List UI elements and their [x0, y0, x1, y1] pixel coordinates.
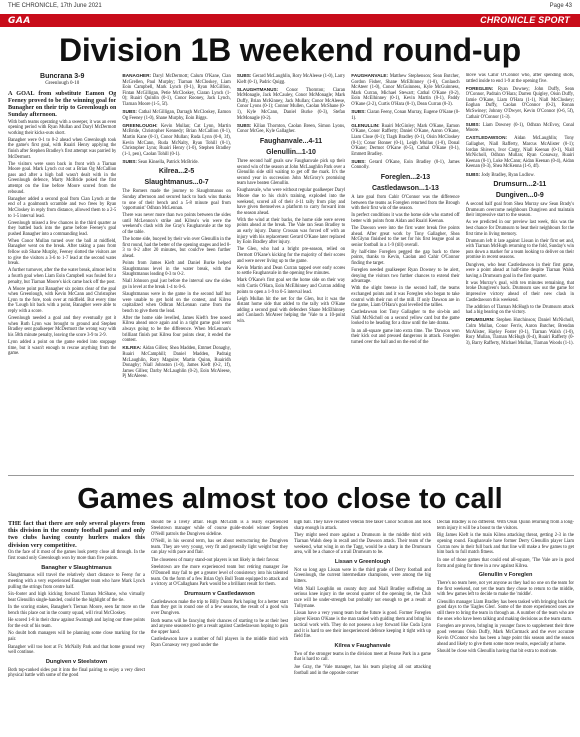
- paragraph: Greenlough missed a few chances in the third quarter as they battled back into the game before Feeney's goal pushed Banagher into a commanding lead.: [8, 220, 117, 237]
- page-headline: Division 1B weekend round-up: [58, 32, 521, 68]
- paragraph: Should be close with Glenullin having that bit extra to motivate.: [437, 649, 558, 655]
- page-number: Page 43: [549, 3, 572, 9]
- paragraph: Lissan have a very young team but the future is good. Former Foreglen player Kieran O'Kane is the man tasked with guiding them and bring his tactical work with. They do not possess a key forward like Cuda Lynn and it is hard to see their inexperienced defence keeping it tight with up field fire.: [294, 611, 431, 640]
- paragraph: A further turnover, after the the water break, almost led to a fourth goal when Liam Eoin Campbell was fouled for a penalty, but Tiarnan Moore's kick came back off the post.: [8, 268, 117, 285]
- team-subs: SUBS: Gerard McLaughlin, Rory McAleese (1-0), Larry Kieft (0-1), Padric Quigg.: [236, 73, 346, 85]
- paragraph: By half-time Foreglen pegged the gap back to three points, thanks to Kevin, Caolan and Cahir O'Connor finding the target.: [351, 249, 460, 267]
- paragraph: The addition of Tiarnan McHugh to the Drumsurn attack had a big bearing on the victory.: [465, 304, 575, 316]
- section-divider: [8, 475, 574, 476]
- score-title: Faughanvale...4-11: [259, 137, 323, 145]
- gaa-logo: GAA: [8, 16, 31, 26]
- paragraph: There was never more than two points between the sides until McLennon's strike and Kilrea's win were the weekend's clash with Joe Gray's Faughanvale at the top of the table.: [122, 213, 231, 236]
- column-1: [8, 73, 116, 472]
- column-2: [122, 73, 230, 472]
- paragraph: Declan Bradley is no different. With Oisin Quinn returning from a long-term injury it will be a boost to the visitors.: [437, 520, 574, 531]
- paragraph: He scored 1-8 in their draw against Swatragh and laying our three points for the exit of his team.: [8, 618, 145, 630]
- team-subs: SUBS: Ciaran Feeny, Conan Murray, Eugene O'Kane (0-1).: [351, 109, 460, 121]
- fixture-heading: Kilrea v Faughanvale: [334, 643, 391, 650]
- score-subtitle: Dungiven...0-9: [495, 192, 544, 200]
- column-4: [351, 73, 459, 472]
- paragraph: Leigh Mullan hit the net for the Glen, but it was the distant home side that added to the tally with O'Kane adding a second goal with defenders Shane McElhinney and Conlaoch McAteer helping the 'Vale to a 10-point win.: [236, 296, 346, 324]
- score-subtitle: Glenullin...1-10: [266, 148, 316, 156]
- paragraph: It was Murray's goal, with ten minutes remaining, that broke Dungiven's back. Drumsurn saw out the game for impressive victory ahead of their new clash in Castledawson this weekend.: [465, 280, 575, 303]
- paragraph: Steelstown are the more experienced team but retiring manager Joe O'Donnell may fail to get a greater level of consistency into his talented team. On the form of a few Brian Og's Bull Team equipped to attack and a victory at O'Callaghans Park would be a brilliant result for them.: [151, 565, 288, 588]
- preview-column-2: [151, 520, 288, 732]
- score-subtitle: Slaughtmanus...0-7: [144, 179, 209, 187]
- roundup-columns: [8, 73, 574, 472]
- paragraph: No doubt both managers will be planning some close marking for the pair.: [8, 631, 145, 643]
- paragraph: Not so long ago Lissan were in the third grade of Derry football and Greenlough, the current intermediate champions, were among the big hitters.: [294, 567, 431, 585]
- paragraph: The Dawson were into the first water break five points ahead. After great work by Tony Gallagher, Shea McGlynn finished to the net for his first league goal as senior football in a 1-9 (till) overall.: [351, 225, 460, 248]
- paragraph: Castledawson make the trip to Billy Duntn Park hoping for a better start than they got in round one of a few seasons, the result of a good win over Dungiven.: [151, 599, 288, 617]
- score-title: Kilrea...2-5: [158, 168, 195, 176]
- fixture-heading: Lissan v Greenlough: [334, 559, 391, 566]
- team-list: FOREGLEN: Ryan Downey; John Duffy, Sean O'Connor, Padrain O'Hara; Darren Quigley, Oisin Duffy, Jamie O'Kane, Liam O'Hara (1-1), Niall McCloskey; Eoghan Duffy, Caolan O'Connor (0-2), Ronan McSwiney; Johnny O'Dwyer, Kevin O'Connor (0-6, 5f), Cathair O'Connor (1-3).: [465, 85, 575, 120]
- score-title: Foreglen...2-13: [380, 174, 431, 181]
- score-subtitle: Greenlough 0-10: [45, 81, 80, 86]
- paragraph: Three second half goals saw Faughanvale pick up their second win of the season at John McLaughlin Park over a Glenullin side still waiting to get off the mark. It's the second year in succession John McGrory's promising team have beaten Glenullin.: [236, 158, 346, 187]
- paragraph: Slaughtmanus were in the game in the second half but were unable to get hold on the contest, and Kilrea capitalized when Odhran McLennan came from the bench to give them the lead.: [122, 292, 231, 314]
- paragraph: In an all-square game into extra time. The 'Dawson won their kick out and pressed dangerous in attack. Foreglen turned over the ball and on the end of the: [351, 328, 460, 345]
- paragraph: They might need more against a Drumsurn in the middle third with Tiarnan Walsh deep in recall and the Dawson attack. Their team of the weekend, what wing in on the Tagg, would be a sharp in the Drumsurn area, will be a chance of a trail Drumsurn to be.: [294, 533, 431, 556]
- team-subs: SUBS: Sean Kinsella, Patrick McBride.: [122, 158, 199, 165]
- paragraph: The closeness of many stand-out players is not likely in their favour.: [151, 557, 280, 563]
- paragraph: Two of the stronger teams in the division meet at Pearse Park in a game that is hard to call.: [294, 651, 431, 663]
- paragraph: Faughanvale, who were without regular goalkeeper Daryl Moore due to his club's training, exploded into the weekend, scored all of their 4-11 tally from play and have given themselves a platform to carry forward into the season ahead.: [236, 188, 346, 216]
- paragraph: A Moore point put Banagher six points clear of the goal when Greenlough, with Kevin McCann and Christopher Lynn to the fore, took over at midfield. But every time the 'Lough hit back with a point, Banagher were able to reply with a score.: [8, 286, 117, 314]
- paragraph: Glenullin manager Liam Bradley has been tasked with bringing back the good days to the 'Eagles Glen'. Some of the more experienced ones are still there to bring the team in through an. A number of the team who are the ones who have been talking and making decisions as the team starts.: [437, 599, 574, 623]
- paragraph: high ball. They have recalled veteran free taker Conor Scullion and look sharp enough in attack.: [294, 520, 431, 531]
- paragraph: Banagher added a second goal from Cian Lynch at the end of a goalmouth scramble and two frees by Ryan McCloskey in reply from distance, allowed them to a 2-5 to 1-5 interval lead.: [8, 196, 117, 219]
- paragraph: A second half goal from Shea Murray saw Sean Brady's Drumsurn overcome neighbours Dungiven and maintain their impressive start to the season.: [465, 202, 575, 219]
- paragraph: Dungiven, who beat Castledawson in their first game, were a point ahead at half-time despite Tiarnan Walsh having a Drumsurn goal in the first quarter.: [465, 262, 575, 279]
- preview-columns: [8, 520, 574, 732]
- paragraph: Kevin Martin and Dean Curran tapped over early scores to settle Faughanvale in the opening few minutes.: [236, 265, 346, 277]
- paragraph: Greenlough needed a goal and they eventually got it when Ruth Lynn was brought to ground and Stephen Bradley sent goalkeeper McDermott the wrong way with his 58th minute penalty, leaving the score 3-9 to 2-9.: [8, 316, 117, 338]
- score-title: Drumsurn...2-11: [493, 181, 547, 189]
- team-subs: SUBS: Cathal McGilligan, Darragh McCloskey, Eamon Og Feeney (1-0), Shane Murphy, Eoin Biggs.: [122, 109, 231, 121]
- paragraph: Six-footer and high kicking forward Tiarnan McShane, who virtually beat Glenullin single-handed, could be the highlight of the tie.: [8, 592, 145, 603]
- paragraph: In the scoring stakes, Banagher's Tiernan Moore, seen far more on the bench this place out in the county squad, will rival McCloskey.: [8, 605, 145, 617]
- paragraph: There's no team here, not yet anyone as they had no one on the team for the first weekend, not yet the team they chose to return to the middle, with few games left to decide to make the 'middle'.: [437, 580, 574, 598]
- paragraph: With the slight breeze in the second half, the teams exchanged points and it was Foreglen who began to take control with their run of the mill. If only Dawson are in the game, Liam O'Hara's goal levelled the tallies.: [351, 286, 460, 309]
- paragraph: Slaughtmanus will travel the relatively short distance to Feeny for a meeting with a very experienced Banagher team who have Mark Lynch pulling the strings from centre half.: [8, 573, 145, 590]
- paragraph: Foreglen are proven, bringing in younger faces to supplement their three good veterans Oisin Duffy, Mark McCormack and the ever accurate Kevin O'Connor who has been a huge point this season and the season ahead and likely to give them some more results, especially at home.: [437, 624, 574, 647]
- paragraph: The home side, buoyed by their win over Glenullin in the first round, had the better of the opening stages and led 0-3 to 0-2 after 20 minutes, but could've been further ahead.: [122, 237, 231, 259]
- paragraph: move was Cahir O'Connor who, after spending shots, rattled inside to end 1-9 at the opening five.: [465, 73, 575, 84]
- team-list: BANAGHER: Daryl McDermott; Calum O'Kane, Cian McGrellen, Paul Murphy; Tiarnan McCloskey, Liam Eoin Campbell, Mark Lynch (0-1), Ryan McGillion, Fintan McGilligan, Petie McCloskey, Ciaran Lynch (1-0); Ruairi Quinlin (0-1), Conor Rooney, Jack Lynch, Tiarnan Moore (1-5, 5f).: [122, 73, 231, 107]
- score-subtitle: Castledawson...1-13: [371, 185, 439, 192]
- page-header-line: [0, 0, 580, 12]
- team-subs: SUBS: Gerard O'Kane, Eoin Bradley (0-1), James Connolly.: [351, 158, 460, 171]
- paragraph: Both top-ranked sides put it into the final pairing to enjoy a very direct physical battle with some of the good: [8, 667, 145, 679]
- paper-date: THE CHRONICLE, 17th June 2021: [8, 3, 102, 9]
- paragraph: Lynn added a point on the game ended into stoppage time, but it wasn't enough to rescue anything from the game.: [8, 339, 117, 357]
- preview-headline: Games almost too close to call: [77, 483, 503, 515]
- paragraph: As we predicted in our preview last week, this was the best chance for Drumsurn to beat their neighbours for the first time in living memory.: [465, 220, 575, 237]
- paragraph: Drumsurn left it late against Lissan in their first set and, with Tiarnan McHugh returning to the fold, Sunday's win puts down a marker for a team looking to deliver on their promise in recent seasons.: [465, 238, 575, 261]
- preview-column-4: [437, 520, 574, 732]
- paragraph: In one of those games that could end all-square, 'The Vale are in good form and going for three in a row against Kilrea.: [437, 557, 574, 569]
- column-5: [466, 73, 574, 472]
- team-list: GLENULLIN: Ruairi McGinley; Mark O'Kane, Eamon O'Kane, Conor Rafferty; Daniel O'Kane, Aaron O'Kane, Liam Close (0-1); Tiagh Bradley (0-1), Oisin McCloskey (0-1); Conor Bonner (0-1), Leigh Mullan (1-0), Donal O'Kane; Dermot O'Kane (0-5), Cathal O'Kane (0-1), Emmett Bradley.: [351, 122, 460, 157]
- fixture-heading: Drumsurn v Castledawson: [184, 591, 255, 598]
- team-subs: SUBS: Kilian Thornton, Caolan Breen, Simon Lyons, Conor McGee, Kyle Gallagher.: [236, 122, 346, 135]
- paragraph: Banagher will too host at Fr. McNally Park and that home ground very well continue.: [8, 644, 145, 656]
- paragraph: The Romers made the journey to Slaughtmanus on Sunday afternoon and secured back to back wins thanks to one of their bench and a 5-8 minute goal from 'opportunist' Odhran McLennan.: [122, 189, 231, 212]
- team-list: CASTLEDAWSON: Aidan McLaughlin; Tony Gallagher, Niall Rafferty, Marcus McAlister (0-1); Jordan Shivers, Ivor Cargy, Niall Keenan (0-1), Niall McNicholl, Odhran Mullan; Ryan Conaway, Ruairi Keenan (0-1), Luke McCann; Aidan Keenan (0-4), Aidan Keenan (0-3), Shea McKenna (1-6, 4f).: [465, 135, 575, 170]
- paragraph: After the home side levelled, James Kieft's free nosed Kilrea ahead once again and in a tight game goal went always going to be the difference. When McLennan's brilliant finish put Kilrea four points clear, it ended the contest.: [122, 315, 231, 344]
- team-subs: SUBS: Jody Bradley, Ryan Ludlow.: [465, 171, 535, 178]
- paragraph: On the face of it most of the games look pretty close all through. In the first round only Greenlough won by more than five points.: [8, 550, 145, 562]
- team-list: FAUGHANVALE: Matthew Stephenson; Sean Butcher, Gordon Fisher, Shane McElhinney (1-0), Conlaoch McAteer (1-0), Conor McGuinness, Kyle McGuinness, Mark Curran, Michael Stewart; Cathal O'Kane (0-2), Eoin McElhinney (0-1), Kevin Martin (0-1), Paddy O'Kane (2-2), Curtis O'Hara (0-1), Dean Curran (0-3).: [351, 73, 460, 107]
- paragraph: O'Neill, in his second term, has set about restructuring the Dungiven team. They are very young, very fit and generally light weight but they can play with pace and flair.: [151, 538, 288, 556]
- lead-paragraph: A GOAL from substitute Eamon Og Feeney proved to be the winning goal for Bunagher on their trip to Greenlough on Sunday afternoon.: [8, 90, 117, 118]
- fixture-heading: Glenullin v Foreglen: [478, 572, 533, 579]
- paragraph: Mark O'Kane's first goal set the home side on their way with Curtis O'Hara, Eoin McElhinney and Curran adding points to open a 1-9 to 0-5 interval lead.: [236, 278, 346, 295]
- team-subs: SUBS: Liam Downey (0-1), Odhran McEvoy, Conal Moore.: [465, 121, 575, 134]
- paragraph: With Niall Loughlin on county duty and Niall Bradley suffering an serious knee injury in the second quarter of the opening tie, the Club race will be under-strength but probably not enough to get a result at Tullymane.: [294, 586, 431, 609]
- paragraph: Joe Gray, the 'Vale manager, has his team playing all out attacking football and in the opposite corner: [294, 664, 431, 676]
- paragraph: Castledawson lost Tony Gallagher to the sin-bin and Niall McNicholl on a second yellow card but the game looked to be heading for a draw until the late drama.: [351, 310, 460, 327]
- preview-column-1: [8, 520, 145, 732]
- fixture-heading: Dungiven v Steelstown: [45, 659, 108, 666]
- team-list: KILREA: Aidan Gillen; Shea Madden, Emmet Donaghy, Ruairi McCamphill; Daniel Madden, Padraig McLaughlin, Rory Maguire; Martin Quinn, Ruairidh Donaghy; Niall Johnston (1-0), James Kieft (0-2, 1f), James Gillen; Darby McLaughlin (0-2), Eoin McAleese, Pj McAleese.: [122, 345, 231, 380]
- team-list: SLAUGHTMANUS: Conor Thornton; Ciaran McMonagle, Jack McCauley, Conor McMonagle; Mark Duffy, Brian McKinney, Jack Mullan; Conor McAleese, Conor Lyons (0-1); Connor Mullen, Caolan McShane (0-1), Kyle McCann, Daniel Burke (0-3), Stefan McMonagle (0-2).: [236, 86, 346, 121]
- paragraph: Big James Kieft is the main Kilrea attacking threat, getting 2-3 in the opening round. Faughanvale have former Derry Glenullin player Liam Curran now in their full back and that line will make a few games to get him back to full match fitness.: [437, 533, 574, 556]
- paragraph: With both teams operating with a sweeper, it was an even opening period with Ryan Mullan and Daryl McDermott working their kicks-outs short.: [8, 119, 117, 136]
- paragraph: Niall Johnson goal just before the interval saw the sides go in level at the break 1-4 to 0-6.: [122, 279, 231, 290]
- paragraph: The Glen, who had a bright pre-season, relied on Dermott O'Kane's kicking for the majority of their scores and were never living up to the game.: [236, 247, 346, 264]
- team-list: GREENLOUGH: Kevin Mullan; Cat Lynn, Martin McBride, Christopher Kennedy; Brian McCallion (0-1), Martin Kane (0-1), Conor Mullan; Ruda Lynn (0-8, 3f), Kevin McCann, Ruda McNalty, Ryan Tohill (0-1), Christopher Lynn; Ruairi Henry (1-0), Stephen Bradley (1-1, pen), Caolan Tohill (0-1).: [122, 122, 231, 157]
- team-list: DRUMSURN: Stephen Hutchinson; Daniel McNicholl, Colm Mullan, Conor Ferris, Aaron Butcher, Brendan McAlister, Hayley Foster (0-1), Tiarnan Walsh (1-0), Rory Mullan, Tiarnan McHugh (0-4), Ruairi Rafferty (0-3), Barry Rafferty, Michael Mullan, Tiarnan Woods (1-1).: [465, 317, 575, 346]
- paragraph: Points from James Kieft and Daniel Burke helped Slaughtmanus level in the water break, with the Slaughtmanus leading 0-3 to 0-2.: [122, 261, 231, 278]
- paragraph: The visitors were soon back in front with a Tiarnan Moore goal. Mark Lynch cut out a Brian Og McCallion pass and after a high ball wasn't dealt with in the Greenlough defence, Marty McBride poked the first attempt on the line before Moore scored from the rebound.: [8, 161, 117, 195]
- paragraph: With the wind at their backs, the home side were seven points ahead at the break. The Vale ran Sean Bradley to an early injury. Danny Crossan was forced off with an injury with his replacement Gerard O'Kane later replaced by Eoin Bradley after injury.: [236, 217, 346, 246]
- paragraph: A late goal from Cahir O'Connor was the difference between the teams as Foreglen returned from the Brough with their first win of the season.: [351, 195, 460, 212]
- paragraph: Foreglen needed goalkeeper Ryan Downey to be alert, denying the visitors two further chances to extend their advantage.: [351, 268, 460, 285]
- preview-column-3: [294, 520, 431, 732]
- paragraph: Banagher were 0-1 to 0-2 ahead when Greenlough took the game's first goal, with Ruairi Henry applying the finish after Stephen Bradley's first attempt was parried by McDermott.: [8, 137, 117, 160]
- intro-paragraph: THE fact that there are only several players from this division in the county football panel and only two clubs having county hurlers makes this division very competitive.: [8, 520, 145, 549]
- paragraph: Both teams will be fancying their chances of starting to be at their best and anyone seasoned to get a result against Castledawson hoping to gain the upper hand.: [151, 618, 288, 636]
- fixture-heading: Banagher v Slaughtmanus: [41, 564, 112, 571]
- paragraph: Castledawson have a number of full players in the middle third with Ryan Conaway very good under the: [151, 637, 288, 649]
- score-title: Buncrana 3-9: [40, 73, 85, 80]
- chronicle-sport-logo: CHRONICLE SPORT: [480, 15, 570, 25]
- paragraph: In perfect conditions it was the home side who started off better with points from Aidan and Ruairi Keenan.: [351, 213, 460, 224]
- paragraph: should be a lively affair. Hugh McGrath is a really experienced Steelstown manager while of course guide-model winner Stephen O'Neill patrols the Dungiven sideline.: [151, 520, 288, 537]
- column-3: [237, 73, 345, 472]
- paragraph: When Conor Mullan turned over the ball at midfield, Banagher went on the break. After taking a pass from fellow sub Shane Murphy, Feeney slotted the visitors are to give the visitors a 3-6 to 1-7 lead at the second water break.: [8, 238, 117, 267]
